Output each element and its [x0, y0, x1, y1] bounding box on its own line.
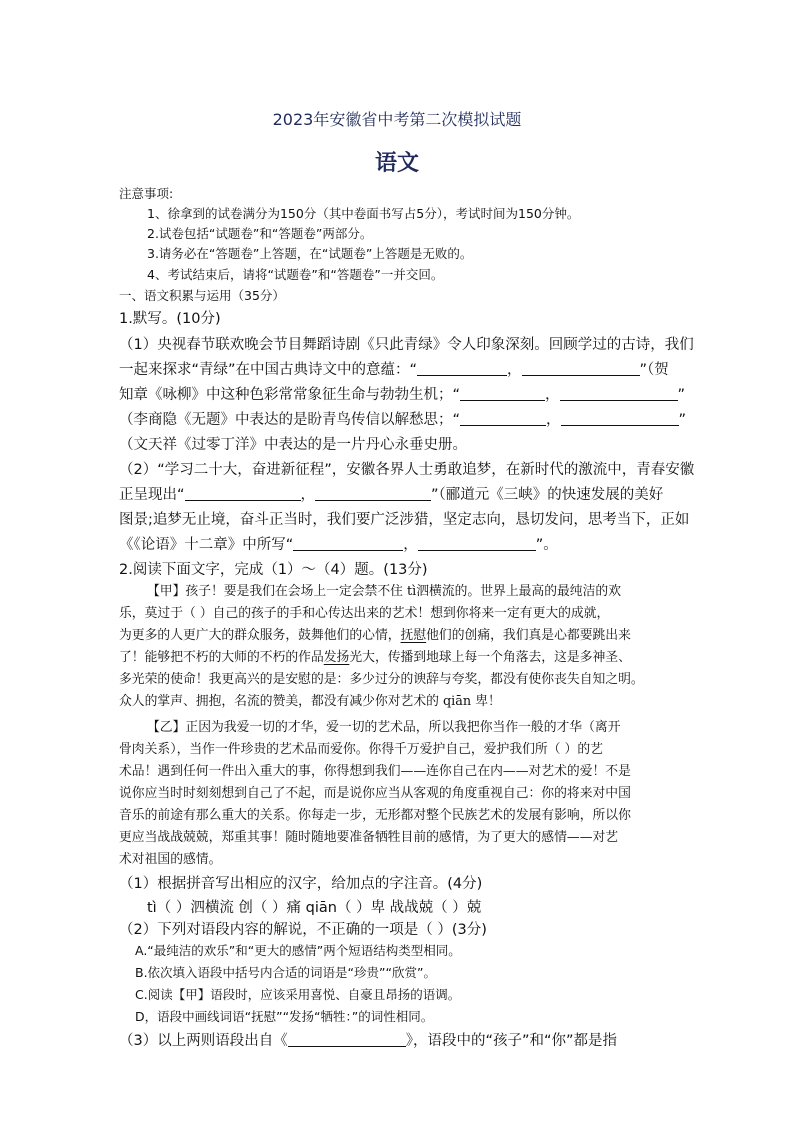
q1-line: 图景;追梦无止境，奋斗正当时，我们要广泛涉猎，坚定志向，恳切发问，思考当下，正如 — [119, 512, 690, 528]
passage-a-line: 多光荣的使命！我更高兴的是安慰的是：多少过分的谀辞与夸奖，都没有使你丧失自知之明。 — [119, 672, 644, 687]
passage-a-line: 【甲】孩子！要是我们在会场上一定会禁不住 tì泗横流的。世界上最高的最纯洁的欢 — [147, 584, 621, 599]
question-1-heading: 1.默写。(10分) — [119, 311, 221, 327]
q1-line: （2）“学习二十大，奋进新征程”，安徽各界人士勇敢追梦，在新时代的激流中，青春安徽 — [119, 462, 695, 478]
section-heading: 一、语文积累与运用（35分） — [119, 288, 285, 303]
answer-blank[interactable] — [185, 486, 301, 501]
passage-b-line: 说你应当时时刻刻想到自己了不起，而是说你应当从客观的角度重视自己：你的将来对中国 — [119, 786, 631, 801]
exam-title: 2023年安徽省中考第二次模拟试题 — [272, 110, 522, 129]
q1-line: （李商隐《无题》中表达的是盼青鸟传信以解愁思；“ ， ” — [119, 412, 687, 428]
answer-blank[interactable] — [522, 361, 640, 376]
q1-line: 知章《咏柳》中这种色彩常常象征生命与勃勃生机；“ ， ” — [119, 387, 686, 403]
answer-blank[interactable] — [561, 411, 679, 426]
passage-a-line: 众人的掌声、拥抱，名流的赞美，都没有减少你对艺术的 qiān 卑！ — [119, 694, 501, 709]
note-item: 2.试卷包括“试题卷”和“答题卷”两部分。 — [147, 226, 373, 241]
q1-line: 《《论语》十二章》中所写“ ， ”。 — [119, 537, 558, 553]
q2-part: tì（ ）泗横流 创（ ）痛 qiān（ ）卑 战战兢（ ）兢 — [147, 900, 482, 916]
passage-b-line: 更应当战战兢兢，郑重其事！随时随地要准备牺牲目前的感情，为了更大的感情——对艺 — [119, 830, 619, 845]
passage-b-line: 术品！遇到任何一件出入重大的事，你得想到我们——连你自己在内——对艺术的爱！不是 — [119, 764, 631, 779]
option-a: A.“最纯洁的欢乐”和“更大的感情”两个短语结构类型相同。 — [135, 943, 461, 958]
answer-blank[interactable] — [460, 411, 546, 426]
passage-a-line: 了！能够把不朽的大师的不朽的作品发扬光大，传播到地球上每一个角落去，这是多神圣、 — [119, 650, 631, 665]
answer-blank[interactable] — [293, 536, 403, 551]
passage-b-line: 【乙】正因为我爱一切的才华，爱一切的艺术品，所以我把你当作一般的才华（离开 — [147, 720, 621, 735]
note-item: 1、徐拿到的试卷满分为150分（其中卷面书写占5分），考试时间为150分钟。 — [147, 206, 580, 221]
q2-part: （3）以上两则语段出自《 》，语段中的“孩子”和“你”都是指 — [119, 1033, 618, 1049]
answer-blank[interactable] — [417, 361, 507, 376]
underlined-word-fayang: 发扬 — [323, 650, 350, 665]
q1-line: 正呈现出“ ， ”（郦道元《三峡》的快速发展的美好 — [119, 487, 664, 503]
answer-blank[interactable] — [418, 536, 536, 551]
passage-a-line: 为更多的人更广大的群众服务，鼓舞他们的心情，抚慰他们的创痛，我们真是心都要跳出来 — [119, 628, 631, 643]
passage-b-line: 骨肉关系），当作一件珍贵的艺术品而爱你。你得千万爱护自己，爱护我们所（ ）的艺 — [119, 742, 603, 757]
passage-b-line: 术对祖国的感情。 — [119, 852, 222, 867]
q1-line: 一起来探求“青绿”在中国古典诗文中的意蕴：“ ， ”（贺 — [119, 362, 669, 378]
q1-line: （1）央视春节联欢晚会节目舞蹈诗剧《只此青绿》令人印象深刻。回顾学过的古诗，我们 — [119, 337, 694, 353]
passage-a-line: 乐，莫过于（ ）自己的孩子的手和心传达出来的艺术！想到你将来一定有更大的成就， — [119, 606, 610, 621]
underlined-word-fuwei: 抚慰 — [400, 628, 427, 643]
option-c: C.阅读【甲】语段时，应该采用喜悦、自豪且昂扬的语调。 — [135, 987, 461, 1002]
note-item: 3.请务必在“答题卷”上答题，在“试题卷”上答题是无败的。 — [147, 246, 473, 261]
q2-part: （2）下列对语段内容的解说，不正确的一项是（ ）(3分) — [119, 922, 487, 938]
answer-blank[interactable] — [460, 386, 545, 401]
exam-subject: 语文 — [374, 151, 419, 176]
note-item: 4、考试结束后，请将“试题卷”和“答题卷”一并交回。 — [147, 267, 444, 282]
q2-part: （1）根据拼音写出相应的汉字，给加点的字注音。(4分) — [119, 876, 483, 892]
answer-blank[interactable] — [315, 486, 431, 501]
q1-line: （文天祥《过零丁洋》中表达的是一片丹心永垂史册。 — [119, 437, 467, 453]
option-b: B.依次填入语段中括号内合适的词语是“珍贵”“欣赏”。 — [135, 965, 436, 980]
answer-blank[interactable] — [560, 386, 678, 401]
question-2-heading: 2.阅读下面文字，完成（1）～（4）题。(13分) — [119, 562, 428, 578]
answer-blank[interactable] — [288, 1032, 406, 1047]
notes-heading: 注意事项: — [119, 186, 174, 201]
option-d: D，语段中画线词语“抚慰”“发扬“牺牲：”的词性相同。 — [135, 1009, 434, 1024]
passage-b-line: 音乐的前途有那么重大的关系。你每走一步，无形都对整个民族艺术的发展有影响，所以你 — [119, 808, 631, 823]
